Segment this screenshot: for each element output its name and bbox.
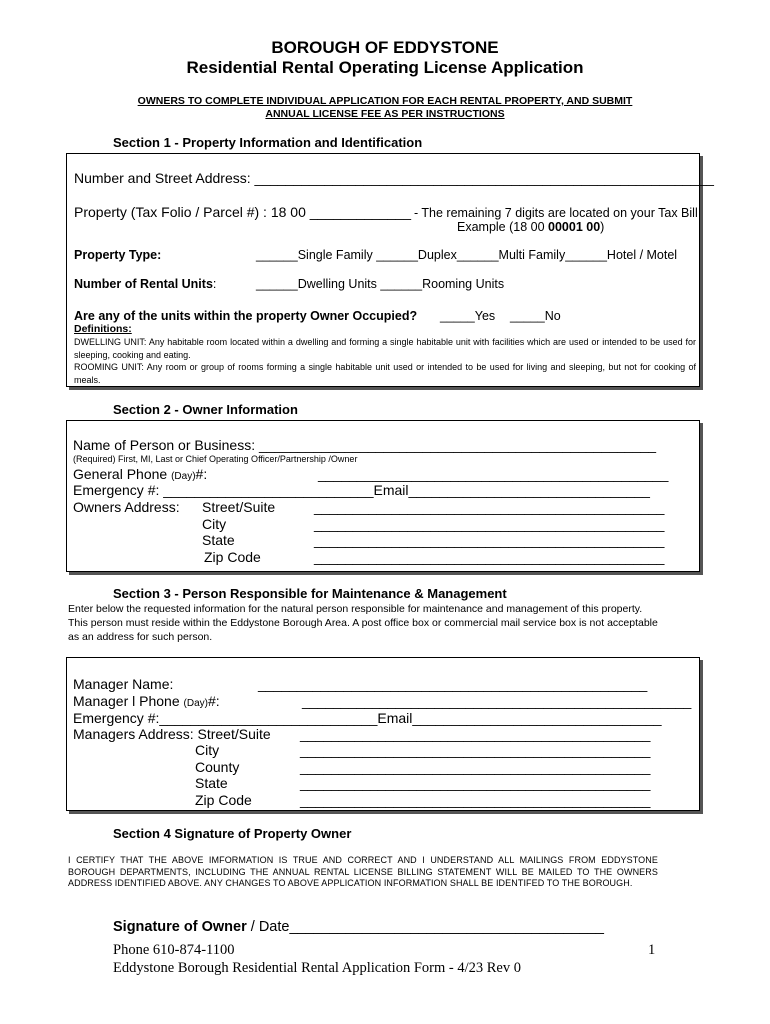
street-address-field[interactable]: Number and Street Address: ___________________________________________________________ (74, 170, 714, 186)
dwelling-unit-definition: DWELLING UNIT: Any habitable room located within a dwelling and forming a single habitable unit with facilities which are used or intended to be used for sleeping, cooking and eating. (74, 337, 696, 360)
owners-address-label: Owners Address: (73, 499, 180, 515)
general-phone-field[interactable]: _____________________________________________ (318, 466, 669, 482)
document-subtitle: Residential Rental Operating License Application (186, 58, 584, 77)
manager-state-field[interactable]: _____________________________________________ (300, 775, 651, 791)
manager-zip-field[interactable]: _____________________________________________ (300, 792, 651, 808)
section2-heading: Section 2 - Owner Information (113, 402, 298, 417)
manager-city-label: City (195, 742, 220, 758)
folio-note-2: Example (18 00 00001 00) (457, 220, 605, 234)
rental-units-label: Number of Rental Units: (74, 277, 217, 291)
manager-name-label: Manager Name: (73, 676, 174, 692)
page-number: 1 (648, 942, 656, 958)
footer-phone: Phone 610-874-1100 (113, 942, 235, 958)
manager-name-field[interactable]: __________________________________________________ (258, 676, 648, 692)
owner-zip-label: Zip Code (204, 549, 261, 565)
section1-heading: Section 1 - Property Information and Identification (113, 135, 423, 150)
general-phone-label: General Phone (Day)#: (73, 466, 208, 482)
owner-street-label: Street/Suite (202, 499, 276, 515)
manager-county-field[interactable]: _____________________________________________ (300, 759, 651, 775)
manager-street-field[interactable]: _____________________________________________ (300, 726, 651, 742)
owner-street-field[interactable]: _____________________________________________ (314, 499, 665, 515)
owner-name-hint: (Required) First, MI, Last or Chief Operating Officer/Partnership /Owner (73, 454, 358, 464)
section4-heading: Section 4 Signature of Property Owner (113, 826, 352, 841)
section3-intro: Enter below the requested information for the natural person responsible for maintenance and management of this property. This person must reside within the Eddystone Borough Area. A post office box or commercial mail service box is not acceptable as an address for such person. (68, 603, 658, 643)
owner-zip-field[interactable]: _____________________________________________ (314, 549, 665, 565)
section3-heading: Section 3 - Person Responsible for Maintenance & Management (113, 586, 507, 601)
owner-occupied-question: Are any of the units within the property Owner Occupied? (74, 309, 418, 323)
property-type-options[interactable]: ______Single Family ______Duplex______Multi Family______Hotel / Motel (256, 248, 678, 262)
manager-phone-field[interactable]: __________________________________________________ (302, 693, 692, 709)
owner-occupied-no[interactable]: _____No (510, 309, 561, 323)
owner-city-field[interactable]: _____________________________________________ (314, 516, 665, 532)
certification-statement: I CERTIFY THAT THE ABOVE IMFORMATION IS TRUE AND CORRECT AND I UNDERSTAND ALL MAILINGS FROM EDDYSTONE BOROUGH DEPARTMENTS, INCLUDING THE ANNUAL RENTAL LICENSE BILLING STATEMENT WILL BE MAILED TO THE OWNERS ADDRESS IDENTIFIED ABOVE. ANY CHANGES TO ABOVE APPLICATION INFORMATION SHALL BE IDENTIFED TO THE BOROUGH. (68, 855, 658, 888)
tax-folio-field[interactable]: Property (Tax Folio / Parcel #) : 18 00 _____________ (74, 204, 411, 220)
property-type-label: Property Type: (74, 248, 162, 262)
owner-signature-field[interactable]: Signature of Owner / Date_______________________________________ (113, 919, 604, 935)
manager-zip-label: Zip Code (195, 792, 252, 808)
instructions-line-2: ANNUAL LICENSE FEE AS PER INSTRUCTIONS (265, 108, 505, 120)
rooming-unit-definition: ROOMING UNIT: Any room or group of rooms forming a single habitable unit used or intended to be used for living and sleeping, but not for cooking of meals. (74, 362, 696, 385)
document-title: BOROUGH OF EDDYSTONE (271, 38, 499, 57)
owner-occupied-yes[interactable]: _____Yes (440, 309, 496, 323)
owner-emergency-email-field[interactable]: Emergency #: ___________________________Email_______________________________ (73, 482, 650, 498)
owner-state-label: State (202, 532, 235, 548)
definitions-title: Definitions: (74, 323, 132, 335)
instructions-line-1: OWNERS TO COMPLETE INDIVIDUAL APPLICATION FOR EACH RENTAL PROPERTY, AND SUBMIT (137, 95, 633, 107)
manager-state-label: State (195, 775, 228, 791)
manager-emergency-email-field[interactable]: Emergency #:____________________________Email________________________________ (73, 710, 662, 726)
manager-phone-label: Manager l Phone (Day)#: (73, 693, 220, 709)
manager-county-label: County (195, 759, 240, 775)
managers-address-label: Managers Address: Street/Suite (73, 726, 271, 742)
owner-name-field[interactable]: Name of Person or Business: ___________________________________________________ (73, 437, 657, 453)
folio-note-1: - The remaining 7 digits are located on your Tax Bill (414, 206, 698, 220)
owner-state-field[interactable]: _____________________________________________ (314, 532, 665, 548)
rental-units-options[interactable]: ______Dwelling Units ______Rooming Units (256, 277, 505, 291)
footer-form-name: Eddystone Borough Residential Rental Application Form - 4/23 Rev 0 (113, 960, 521, 976)
owner-city-label: City (202, 516, 227, 532)
manager-city-field[interactable]: _____________________________________________ (300, 742, 651, 758)
